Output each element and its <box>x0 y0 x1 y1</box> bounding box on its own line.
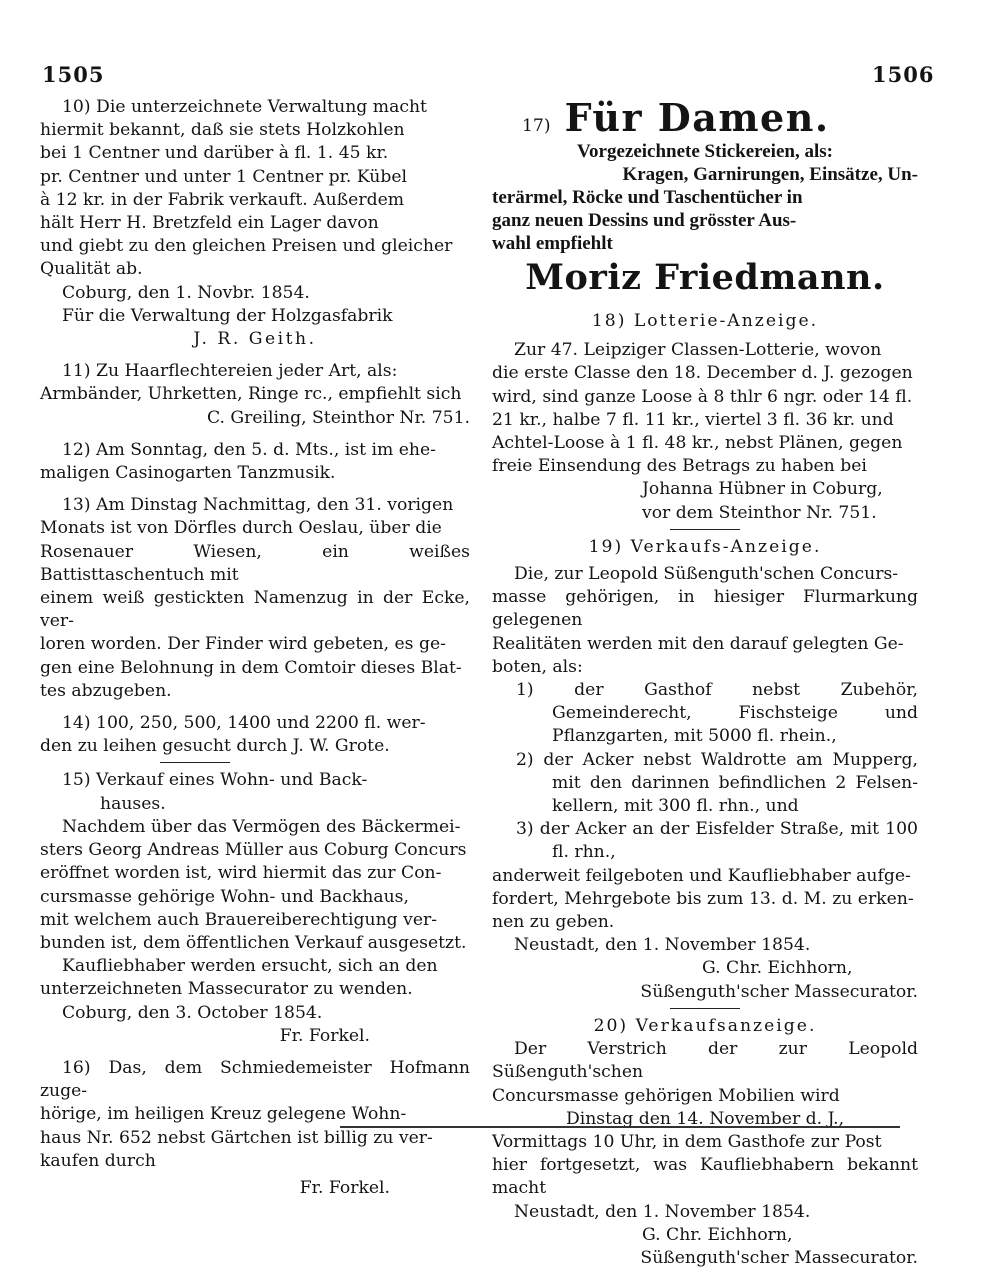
notice-17 <box>492 96 918 301</box>
notice-line: 10) Die unterzeichnete Verwaltung macht <box>62 97 427 117</box>
notice-signature: C. Greiling, Steinthor Nr. 751. <box>206 407 470 428</box>
notice-line: Armbänder, Uhrketten, Ringe rc., empfiehlt sich <box>40 384 462 405</box>
notice-title: 15) Verkauf eines Wohn- und Back- <box>62 770 368 791</box>
notice-date: Neustadt, den 1. November 1854. <box>514 1201 811 1222</box>
notice-line: hiermit bekannt, daß sie stets Holzkohlen <box>40 120 405 141</box>
divider <box>160 762 230 763</box>
notice-line: den zu leihen gesucht durch J. W. Grote. <box>40 736 390 757</box>
notice-11 <box>40 360 470 430</box>
notice-line: 13) Am Dinstag Nachmittag, den 31. vorigen <box>62 495 454 516</box>
notice-line: terärmel, Röcke und Taschentücher in <box>492 187 803 208</box>
notice-line: maligen Casinogarten Tanzmusik. <box>40 463 336 484</box>
left-column <box>40 96 470 1200</box>
page-number-left: 1505 <box>42 62 105 87</box>
list-item: 3) der Acker an der Eisfelder Straße, mit 100 fl. rhn., <box>516 819 918 863</box>
notice-12 <box>40 439 470 485</box>
notice-signature: Süßenguth'scher Massecurator. <box>640 1247 918 1268</box>
notice-line: Dinstag den 14. November d. J., <box>565 1108 845 1129</box>
notice-line: Nachdem über das Vermögen des Bäckermei- <box>62 816 461 837</box>
divider <box>670 1008 740 1009</box>
notice-line: anderweit feilgeboten und Kaufliebhaber aufge- <box>492 865 911 886</box>
notice-line: Vorgezeichnete Stickereien, als: <box>577 141 833 162</box>
notice-line: bei 1 Centner und darüber à fl. 1. 45 kr. <box>40 143 389 164</box>
notice-line: haus Nr. 652 nebst Gärtchen ist billig zu ver- <box>40 1127 433 1148</box>
notice-line: hält Herr H. Bretzfeld ein Lager davon <box>40 213 379 234</box>
merchant-name: Moriz Friedmann. <box>525 257 885 298</box>
notice-line: à 12 kr. in der Fabrik verkauft. Außerdem <box>40 189 405 210</box>
notice-line: Vormittags 10 Uhr, in dem Gasthofe zur Post <box>492 1131 882 1152</box>
notice-line: mit welchem auch Brauereiberechtigung ver- <box>40 909 438 930</box>
notice-line: 16) Das, dem Schmiedemeister Hofmann zuge- <box>40 1057 470 1102</box>
notice-19 <box>492 536 918 1009</box>
notice-line: einem weiß gestickten Namenzug in der Ecke, ver- <box>40 588 470 632</box>
notice-10 <box>40 96 470 351</box>
notice-line: Concursmasse gehörigen Mobilien wird <box>492 1085 840 1106</box>
notice-date: Coburg, den 1. Novbr. 1854. <box>62 282 310 303</box>
notice-number: 17) <box>522 116 551 136</box>
notice-line: sters Georg Andreas Müller aus Coburg Concurs <box>40 840 467 861</box>
notice-title: hauses. <box>100 793 166 814</box>
notice-13 <box>40 494 470 703</box>
notice-line: Rosenauer Wiesen, ein weißes Battisttaschentuch mit <box>40 541 470 585</box>
divider <box>670 529 740 530</box>
notice-14 <box>40 712 470 763</box>
notice-18 <box>492 310 918 530</box>
notice-line: die erste Classe den 18. December d. J. gezogen <box>492 363 913 384</box>
notice-line: 14) 100, 250, 500, 1400 und 2200 fl. wer- <box>62 713 426 734</box>
notice-signature: vor dem Steinthor Nr. 751. <box>642 502 877 523</box>
notice-16 <box>40 1057 470 1200</box>
notice-line: Der Verstrich der zur Leopold Süßenguth'schen <box>492 1039 918 1083</box>
notice-line: Achtel-Loose à 1 fl. 48 kr., nebst Plänen, gegen <box>492 433 903 454</box>
notice-signature: Süßenguth'scher Massecurator. <box>640 981 918 1002</box>
notice-line: wird, sind ganze Loose à 8 thlr 6 ngr. oder 14 fl. <box>492 386 913 407</box>
notice-20 <box>492 1015 918 1270</box>
notice-signature: Fr. Forkel. <box>299 1177 390 1198</box>
notice-title: 18) Lotterie-Anzeige. <box>591 311 819 331</box>
notice-line: bunden ist, dem öffentlichen Verkauf ausgesetzt. <box>40 932 467 953</box>
notice-line: hier fortgesetzt, was Kaufliebhabern bekannt macht <box>492 1155 918 1199</box>
notice-line: hörige, im heiligen Kreuz gelegene Wohn- <box>40 1104 407 1125</box>
notice-line: pr. Centner und unter 1 Centner pr. Kübel <box>40 166 408 187</box>
notice-line: Monats ist von Dörfles durch Oeslau, über die <box>40 518 442 539</box>
notice-line: gen eine Belohnung in dem Comtoir dieses Blat- <box>40 657 462 678</box>
notice-line: 12) Am Sonntag, den 5. d. Mts., ist im ehe- <box>62 439 436 460</box>
notice-line: Die, zur Leopold Süßenguth'schen Concurs- <box>514 564 899 585</box>
notice-line: Kaufliebhaber werden ersucht, sich an den <box>62 956 438 977</box>
notice-line: nen zu geben. <box>492 912 615 933</box>
list-item: 2) der Acker nebst Waldrotte am Mupperg, mit den darinnen befindlichen 2 Felsen-kellern, mit 300 fl. rhn., und <box>516 749 918 817</box>
notice-signature: J. R. Geith. <box>193 329 317 350</box>
notice-line: Zur 47. Leipziger Classen-Lotterie, wovon <box>514 340 882 361</box>
notice-line: loren worden. Der Finder wird gebeten, es ge- <box>40 634 446 655</box>
notice-15 <box>40 769 470 1047</box>
notice-line: Qualität ab. <box>40 259 143 280</box>
notice-title: 20) Verkaufsanzeige. <box>593 1015 817 1036</box>
notice-line: tes abzugeben. <box>40 680 172 701</box>
notice-line: ganz neuen Dessins und grösster Aus- <box>492 210 797 231</box>
notice-line: eröffnet worden ist, wird hiermit das zur Con- <box>40 863 442 884</box>
notice-line: unterzeichneten Massecurator zu wenden. <box>40 979 413 1000</box>
notice-date: Coburg, den 3. October 1854. <box>62 1002 323 1023</box>
notice-line: masse gehörigen, in hiesiger Flurmarkung gelegenen <box>492 587 918 631</box>
headline: Für Damen. <box>564 95 830 140</box>
notice-line: cursmasse gehörige Wohn- und Backhaus, <box>40 886 409 907</box>
notice-line: 21 kr., halbe 7 fl. 11 kr., viertel 3 fl. 36 kr. und <box>492 409 894 430</box>
notice-line: fordert, Mehrgebote bis zum 13. d. M. zu erken- <box>492 888 914 909</box>
notice-signature: Johanna Hübner in Coburg, <box>642 479 883 500</box>
right-column <box>492 96 918 1270</box>
notice-line: wahl empfiehlt <box>492 233 613 254</box>
notice-line: freie Einsendung des Betrags zu haben bei <box>492 456 867 477</box>
list-item: 1) der Gasthof nebst Zubehör, Gemeinderecht, Fischsteige und Pflanzgarten, mit 5000 fl. rhein., <box>516 680 918 747</box>
notice-signature: Fr. Forkel. <box>279 1025 370 1046</box>
bottom-rule <box>340 1126 900 1128</box>
notice-line: 11) Zu Haarflechtereien jeder Art, als: <box>62 361 398 382</box>
notice-line: Kragen, Garnirungen, Einsätze, Un- <box>622 164 918 185</box>
notice-signature: Für die Verwaltung der Holzgasfabrik <box>62 305 393 326</box>
notice-line: kaufen durch <box>40 1150 156 1171</box>
notice-line: Realitäten werden mit den darauf gelegten Ge- <box>492 633 904 654</box>
notice-line: und giebt zu den gleichen Preisen und gleicher <box>40 236 453 257</box>
notice-line: boten, als: <box>492 656 583 677</box>
notice-signature: G. Chr. Eichhorn, <box>702 958 853 979</box>
notice-title: 19) Verkaufs-Anzeige. <box>588 536 822 557</box>
notice-date: Neustadt, den 1. November 1854. <box>514 935 811 956</box>
page-number-right: 1506 <box>872 62 935 87</box>
notice-signature: G. Chr. Eichhorn, <box>642 1224 793 1245</box>
